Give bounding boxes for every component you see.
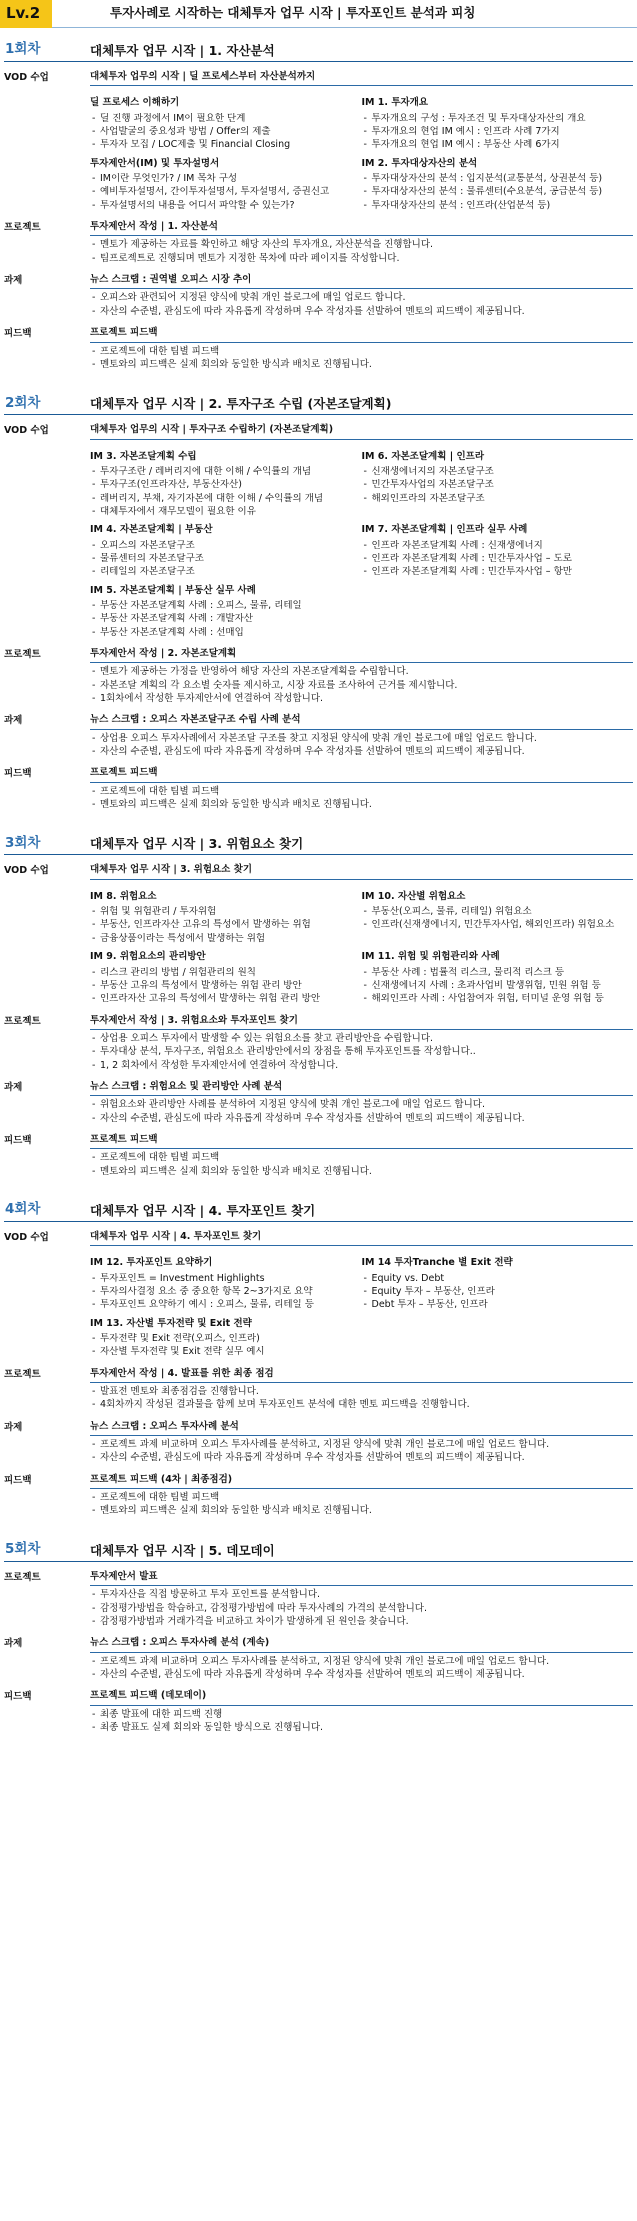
row-heading: 뉴스 스크랩 : 오피스 투자사례 분석 [90,1421,633,1436]
list-item: - 투자개요의 현업 IM 예시 : 부동산 사례 6가지 [362,139,630,151]
module-list [90,173,358,212]
list-item: - 자본조달 계획의 각 요소별 숫자를 제시하고, 시장 자료를 조사하여 근거를 제시합니다. [90,680,633,692]
session-block [0,393,637,817]
list-item: - 대체투자에서 재무모델이 필요한 이유 [90,506,358,518]
row-label: VOD 수업 [4,425,49,437]
session-number: 5회차 [5,1541,41,1558]
vod-row [4,71,633,212]
vod-body [90,71,633,212]
session-title: 대체투자 업무 시작 | 2. 투자구조 수립 (자본조달계획) [90,395,392,411]
list-item: - 예비투자설명서, 간이투자설명서, 투자설명서, 증권신고 [90,186,358,198]
row-label: 프로젝트 [4,1571,41,1583]
activity-row [4,648,633,705]
vod-body [90,864,633,1005]
module-card [90,445,362,519]
list-item: - 투자대상자산의 분석 : 물류센터(수요분석, 공급분석 등) [362,186,630,198]
vod-heading: 대체투자 업무의 시작 | 투자구조 수립하기 (자본조달계획) [90,424,633,439]
list-item: - 프로젝트에 대한 팀별 피드백 [90,346,633,358]
list-item: - 발표전 멘토와 최종점검을 진행합니다. [90,1386,633,1398]
list-item: - 자산별 투자전략 및 Exit 전략 실무 예시 [90,1346,629,1358]
list-item: - 멘토가 제공하는 자료를 확인하고 해당 자산의 투자개요, 자산분석을 진행합니다. [90,239,633,251]
page-title: 투자사례로 시작하는 대체투자 업무 시작 | 투자포인트 분석과 피칭 [110,5,476,21]
list-item: - 최종 발표도 실제 회의와 동일한 방식으로 진행됩니다. [90,1722,633,1734]
module-title: IM 3. 자본조달계획 수립 [90,450,197,462]
list-item: - 부동산 자본조달계획 사례 : 오피스, 물류, 리테일 [90,600,629,612]
row-heading: 뉴스 스크랩 : 오피스 자본조달구조 수립 사례 분석 [90,714,633,729]
list-item: - 부동산 고유의 특성에서 발생하는 위험 관리 방안 [90,980,358,992]
session-header [4,393,633,415]
module-list [362,906,630,932]
module-card [362,445,634,519]
row-label: VOD 수업 [4,72,49,83]
activity-row [4,1015,633,1072]
row-heading: 프로젝트 피드백 [90,1134,633,1149]
list-item: - 최종 발표에 대한 피드백 진행 [90,1709,633,1721]
activity-row [4,1474,633,1518]
module-title: IM 4. 자본조달계획 | 부동산 [90,524,213,536]
row-body [90,1637,633,1681]
list-item: - 위험요소와 관리방안 사례를 분석하여 지정된 양식에 맞춰 개인 블로그에 매일 업로드 합니다. [90,1099,633,1111]
module-card [90,945,362,1005]
row-list [90,239,633,265]
row-body [90,1690,633,1734]
row-label: 프로젝트 [4,1015,41,1027]
session-header [4,1200,633,1222]
row-body [90,221,633,265]
activity-row [4,714,633,758]
list-item: - 투자구조(인프라자산, 부동산자산) [90,479,358,491]
module-grid [90,445,633,639]
module-list [90,466,358,518]
module-list [362,173,630,212]
session-header [4,1540,633,1562]
module-title: IM 7. 자본조달계획 | 인프라 실무 사례 [361,524,528,536]
module-card [90,518,362,578]
row-list [90,1439,633,1465]
session-number: 3회차 [5,834,41,851]
activity-row [4,1690,633,1734]
row-body [90,1081,633,1125]
row-list [90,733,633,759]
list-item: - 투자개요의 현업 IM 예시 : 인프라 사례 7가지 [362,126,630,138]
session-block [0,1540,637,1740]
list-item: - 레버리지, 부채, 자기자본에 대한 이해 / 수익률의 개념 [90,493,358,505]
activity-row [4,767,633,811]
vod-row [4,1231,633,1359]
list-item: - 감정평가방법을 학습하고, 감정평가방법에 따라 투자사례의 가격의 분석합니다. [90,1603,633,1615]
list-item: - 자산의 수준별, 관심도에 따라 자유롭게 작성하며 우수 작성자를 선발하여 멘토의 피드백이 제공됩니다. [90,1113,633,1125]
row-label: 과제 [4,715,23,727]
list-item: - 투자구조란 / 레버리지에 대한 이해 / 수익률의 개념 [90,466,358,478]
list-item: - 자산의 수준별, 관심도에 따라 자유롭게 작성하며 우수 작성자를 선발하여 멘토의 피드백이 제공됩니다. [90,1452,633,1464]
session-number: 2회차 [5,394,41,411]
sessions-container [0,40,637,1740]
list-item: - 사업발굴의 중요성과 방법 / Offer의 제출 [90,126,358,138]
session-number: 1회차 [5,41,41,58]
row-list [90,1099,633,1125]
row-list [90,1152,633,1178]
list-item: - 인프라 자본조달계획 사례 : 민간투자사업 – 항만 [362,566,630,578]
list-item: - 멘토와의 피드백은 실제 회의와 동일한 방식과 배치로 진행됩니다. [90,799,633,811]
list-item: - 프로젝트에 대한 팀별 피드백 [90,1152,633,1164]
session-title: 대체투자 업무 시작 | 1. 자산분석 [90,42,275,58]
list-item: - 투자대상 분석, 투자구조, 위험요소 관리방안에서의 장점을 통해 투자포인트를 작성합니다.. [90,1046,633,1058]
row-label: 프로젝트 [4,222,41,234]
session-title: 대체투자 업무 시작 | 3. 위험요소 찾기 [90,836,304,852]
row-body [90,1571,633,1628]
row-heading: 뉴스 스크랩 : 오피스 투자사례 분석 (계속) [90,1637,633,1652]
module-title: IM 2. 투자대상자산의 분석 [361,157,478,169]
module-card [90,885,362,945]
row-list [90,786,633,812]
row-list [90,346,633,372]
module-title: IM 9. 위험요소의 관리방안 [90,951,206,963]
module-list [90,906,358,945]
list-item: - 4회차까지 작성된 결과물을 함께 보며 투자포인트 분석에 대한 멘토 피드백을 진행합니다. [90,1399,633,1411]
row-label: 과제 [4,1421,23,1433]
row-list [90,292,633,318]
row-heading: 프로젝트 피드백 [90,767,633,782]
list-item: - 상업용 오피스 투자사례에서 자본조달 구조를 찾고 지정된 양식에 맞춰 개인 블로그에 매일 업로드 합니다. [90,733,633,745]
level-badge: Lv.2 [0,0,52,28]
list-item: - 딜 진행 과정에서 IM이 필요한 단계 [90,113,358,125]
module-title: 투자제안서(IM) 및 투자설명서 [90,157,220,169]
session-block [0,40,637,377]
list-item: - Equity vs. Debt [362,1273,630,1285]
module-card [362,518,634,578]
module-list [90,1273,358,1312]
module-title: IM 10. 자산별 위험요소 [361,890,466,902]
row-label: 피드백 [4,768,32,780]
list-item: - 오피스의 자본조달구조 [90,540,358,552]
module-list [90,600,629,639]
activity-row [4,1368,633,1412]
module-card [90,1251,362,1311]
row-list [90,1709,633,1735]
list-item: - 오피스와 관련되어 지정된 양식에 맞춰 개인 블로그에 매일 업로드 합니다. [90,292,633,304]
row-list [90,1656,633,1682]
list-item: - 리테일의 자본조달구조 [90,566,358,578]
list-item: - 멘토와의 피드백은 실제 회의와 동일한 방식과 배치로 진행됩니다. [90,359,633,371]
row-heading: 뉴스 스크랩 : 위험요소 및 관리방안 사례 분석 [90,1081,633,1096]
list-item: - 해외인프라 사례 : 사업참여자 위험, 터미널 운영 위험 등 [362,993,630,1005]
activity-row [4,1134,633,1178]
module-card [90,91,362,151]
list-item: - 금융상품이라는 특성에서 발생하는 위험 [90,933,358,945]
row-label: 과제 [4,1638,23,1650]
list-item: - 투자포인트 요약하기 예시 : 오피스, 물류, 리테일 등 [90,1299,358,1311]
list-item: - 자산의 수준별, 관심도에 따라 자유롭게 작성하며 우수 작성자를 선발하여 멘토의 피드백이 제공됩니다. [90,746,633,758]
module-list [362,967,630,1006]
row-label: 피드백 [4,1134,32,1146]
session-title: 대체투자 업무 시작 | 5. 데모데이 [90,1542,275,1558]
module-title: IM 5. 자본조달계획 | 부동산 실무 사례 [90,584,256,596]
list-item: - 프로젝트 과제 비교하며 오피스 투자사례를 분석하고, 지정된 양식에 맞춰 개인 블로그에 매일 업로드 합니다. [90,1439,633,1451]
list-item: - 해외인프라의 자본조달구조 [362,493,630,505]
row-label: VOD 수업 [4,865,49,877]
row-body [90,1134,633,1178]
session-block [0,833,637,1184]
module-title: 딜 프로세스 이해하기 [90,97,180,109]
row-list [90,1589,633,1628]
module-title: IM 12. 투자포인트 요약하기 [90,1257,213,1269]
session-number: 4회차 [5,1201,41,1218]
list-item: - 부동산 자본조달계획 사례 : 선매입 [90,627,629,639]
module-card [362,885,634,945]
row-heading: 투자제안서 작성 | 2. 자본조달계획 [90,648,633,663]
module-list [362,540,630,579]
list-item: - 신재생에너지의 자본조달구조 [362,466,630,478]
row-label: 과제 [4,275,23,287]
list-item: - 팀프로젝트로 진행되며 멘토가 지정한 목차에 따라 페이지를 작성합니다. [90,253,633,265]
list-item: - 감정평가방법과 거래가격을 비교하고 차이가 발생하게 된 원인을 찾습니다. [90,1616,633,1628]
module-list [90,540,358,579]
list-item: - 1, 2 회차에서 작성한 투자제안서에 연결하여 작성합니다. [90,1060,633,1072]
row-body [90,327,633,371]
row-list [90,1492,633,1518]
list-item: - 투자설명서의 내용을 어디서 파악할 수 있는가? [90,200,358,212]
list-item: - 부동산(오피스, 물류, 리테일) 위험요소 [362,906,630,918]
vod-heading: 대체투자 업무 시작 | 4. 투자포인트 찾기 [90,1231,633,1246]
row-body [90,1421,633,1465]
activity-row [4,1637,633,1681]
list-item: - 프로젝트 과제 비교하며 오피스 투자사례를 분석하고, 지정된 양식에 맞춰 개인 블로그에 매일 업로드 합니다. [90,1656,633,1668]
vod-body [90,1231,633,1359]
module-list [90,113,358,152]
list-item: - Equity 투자 – 부동산, 인프라 [362,1286,630,1298]
list-item: - 투자대상자산의 분석 : 인프라(산업분석 등) [362,200,630,212]
list-item: - 자산의 수준별, 관심도에 따라 자유롭게 작성하며 우수 작성자를 선발하여 멘토의 피드백이 제공됩니다. [90,1669,633,1681]
list-item: - 투자전략 및 Exit 전략(오피스, 인프라) [90,1333,629,1345]
list-item: - IM이란 무엇인가? / IM 목차 구성 [90,173,358,185]
vod-row [4,864,633,1005]
module-title: IM 1. 투자개요 [361,97,429,109]
vod-body [90,424,633,639]
row-body [90,767,633,811]
row-heading: 프로젝트 피드백 (데모데이) [90,1690,633,1705]
session-header [4,833,633,855]
row-label: 피드백 [4,1691,32,1703]
activity-row [4,274,633,318]
row-list [90,666,633,705]
list-item: - Debt 투자 – 부동산, 인프라 [362,1299,630,1311]
module-card [90,579,633,639]
row-heading: 프로젝트 피드백 (4차 | 최종점검) [90,1474,633,1489]
row-body [90,648,633,705]
row-label: VOD 수업 [4,1231,49,1243]
list-item: - 프로젝트에 대한 팀별 피드백 [90,1492,633,1504]
module-card [90,152,362,212]
session-block [0,1200,637,1524]
module-title: IM 6. 자본조달계획 | 인프라 [361,450,484,462]
list-item: - 부동산, 인프라자산 고유의 특성에서 발생하는 위험 [90,919,358,931]
row-heading: 투자제안서 작성 | 4. 발표를 위한 최종 점검 [90,1368,633,1383]
list-item: - 투자포인트 = Investment Highlights [90,1273,358,1285]
list-item: - 리스크 관리의 방법 / 위험관리의 원칙 [90,967,358,979]
row-label: 프로젝트 [4,649,41,660]
row-label: 피드백 [4,328,32,340]
module-title: IM 14 투자Tranche 별 Exit 전략 [361,1257,513,1269]
row-list [90,1386,633,1412]
activity-row [4,1571,633,1628]
list-item: - 투자의사결정 요소 중 중요한 항목 2~3가지로 요약 [90,1286,358,1298]
session-header [4,40,633,62]
row-body [90,714,633,758]
activity-row [4,1421,633,1465]
activity-row [4,221,633,265]
list-item: - 투자자산을 직접 방문하고 투자 포인트를 분석합니다. [90,1589,633,1601]
activity-row [4,327,633,371]
row-label: 피드백 [4,1474,32,1486]
list-item: - 상업용 오피스 투자에서 발생할 수 있는 위험요소를 찾고 관리방안을 수립합니다. [90,1033,633,1045]
list-item: - 프로젝트에 대한 팀별 피드백 [90,786,633,798]
module-card [362,152,634,212]
row-body [90,1474,633,1518]
module-grid [90,91,633,212]
list-item: - 자산의 수준별, 관심도에 따라 자유롭게 작성하며 우수 작성자를 선발하여 멘토의 피드백이 제공됩니다. [90,306,633,318]
list-item: - 투자개요의 구성 : 투자조건 및 투자대상자산의 개요 [362,113,630,125]
module-card [362,945,634,1005]
module-grid [90,885,633,1006]
row-heading: 투자제안서 작성 | 3. 위험요소와 투자포인트 찾기 [90,1015,633,1030]
list-item: - 부동산 자본조달계획 사례 : 개발자산 [90,613,629,625]
row-body [90,1015,633,1072]
module-list [362,1273,630,1312]
row-heading: 투자제안서 작성 | 1. 자산분석 [90,221,633,236]
list-item: - 위험 및 위험관리 / 투자위험 [90,906,358,918]
module-title: IM 13. 자산별 투자전략 및 Exit 전략 [90,1317,252,1329]
list-item: - 투자자 모집 / LOC제출 및 Financial Closing [90,139,358,151]
list-item: - 민간투자사업의 자본조달구조 [362,479,630,491]
module-card [362,91,634,151]
list-item: - 부동산 사례 : 법률적 리스크, 물리적 리스크 등 [362,967,630,979]
module-list [362,466,630,505]
module-grid [90,1251,633,1358]
vod-heading: 대체투자 업무 시작 | 3. 위험요소 찾기 [90,864,633,879]
row-label: 프로젝트 [4,1368,41,1380]
row-list [90,1033,633,1072]
list-item: - 멘토와의 피드백은 실제 회의와 동일한 방식과 배치로 진행됩니다. [90,1505,633,1517]
module-list [90,1333,629,1359]
list-item: - 인프라 자본조달계획 사례 : 민간투자사업 – 도로 [362,553,630,565]
vod-row [4,424,633,639]
row-body [90,1368,633,1412]
list-item: - 투자대상자산의 분석 : 입지분석(교통분석, 상권분석 등) [362,173,630,185]
row-heading: 뉴스 스크랩 : 권역별 오피스 시장 추이 [90,274,633,289]
list-item: - 멘토와의 피드백은 실제 회의와 동일한 방식과 배치로 진행됩니다. [90,1166,633,1178]
list-item: - 인프라 자본조달계획 사례 : 신재생에너지 [362,540,630,552]
module-card [90,1312,633,1359]
list-item: - 멘토가 제공하는 가정을 반영하여 해당 자산의 자본조달계획을 수립합니다. [90,666,633,678]
list-item: - 1회차에서 작성한 투자제안서에 연결하여 작성합니다. [90,693,633,705]
row-heading: 투자제안서 발표 [90,1571,633,1586]
list-item: - 물류센터의 자본조달구조 [90,553,358,565]
activity-row [4,1081,633,1125]
session-title: 대체투자 업무 시작 | 4. 투자포인트 찾기 [90,1202,316,1218]
row-heading: 프로젝트 피드백 [90,327,633,342]
list-item: - 인프라자산 고유의 특성에서 발생하는 위험 관리 방안 [90,993,358,1005]
list-item: - 인프라(신재생에너지, 민간투자사업, 해외인프라) 위험요소 [362,919,630,931]
list-item: - 신재생에너지 사례 : 초과사업비 발생위험, 민원 위험 등 [362,980,630,992]
page-header [0,0,637,28]
row-body [90,274,633,318]
module-list [362,113,630,152]
module-card [362,1251,634,1311]
module-title: IM 11. 위험 및 위험관리와 사례 [361,951,500,963]
module-list [90,967,358,1006]
vod-heading: 대체투자 업무의 시작 | 딜 프로세스부터 자산분석까지 [90,71,633,86]
module-title: IM 8. 위험요소 [90,890,157,902]
row-label: 과제 [4,1081,23,1093]
